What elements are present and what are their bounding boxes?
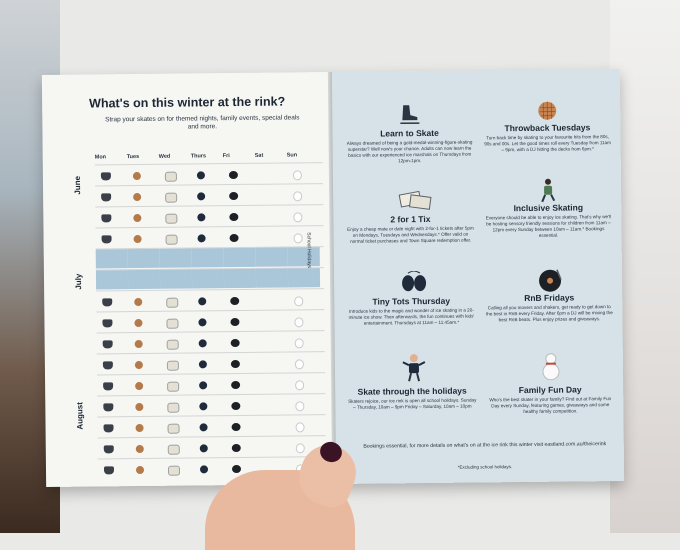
event-marker-icon bbox=[102, 235, 112, 243]
calendar-day-cell bbox=[193, 353, 225, 372]
calendar-day-cell bbox=[128, 249, 160, 268]
calendar-day-cell bbox=[225, 353, 257, 372]
event-title: Tiny Tots Thursday bbox=[346, 296, 476, 307]
day-header: Wed bbox=[159, 153, 191, 159]
calendar-week-row bbox=[96, 246, 324, 268]
mittens-icon bbox=[399, 271, 423, 293]
event-marker-icon bbox=[229, 192, 238, 200]
calendar-day-cell bbox=[98, 438, 130, 457]
calendar-day-cell bbox=[159, 164, 191, 183]
day-header: Fri bbox=[223, 153, 255, 159]
calendar-day-cell bbox=[127, 228, 159, 247]
calendar-week-row bbox=[95, 183, 323, 205]
calendar-day-cell bbox=[97, 417, 129, 436]
event-title: Learn to Skate bbox=[344, 128, 474, 139]
event-marker-icon bbox=[232, 444, 241, 452]
calendar-week-row bbox=[96, 309, 324, 331]
event-marker-icon bbox=[168, 424, 180, 434]
event-marker-icon bbox=[229, 213, 238, 221]
calendar-day-cell bbox=[160, 269, 192, 288]
event-marker-icon bbox=[166, 298, 178, 308]
event-marker-icon bbox=[231, 339, 240, 347]
calendar-day-cell bbox=[223, 185, 255, 204]
day-header: Thurs bbox=[191, 153, 223, 159]
calendar-day-cell bbox=[192, 290, 224, 309]
calendar-day-cell bbox=[289, 394, 321, 413]
event-marker-icon bbox=[296, 443, 305, 453]
day-header: Sun bbox=[287, 152, 319, 158]
calendar-day-cell bbox=[95, 165, 127, 184]
calendar-day-cell bbox=[191, 185, 223, 204]
calendar-day-cell bbox=[288, 310, 320, 329]
event-marker-icon bbox=[293, 212, 302, 222]
event-marker-icon bbox=[101, 172, 111, 180]
event-2-for-1-tix bbox=[345, 189, 476, 245]
event-title: Family Fun Day bbox=[485, 384, 615, 395]
calendar-day-cell bbox=[129, 396, 161, 415]
event-marker-icon bbox=[167, 382, 179, 392]
event-marker-icon bbox=[101, 193, 111, 201]
event-marker-icon bbox=[103, 361, 113, 369]
calendar-day-cell bbox=[193, 395, 225, 414]
calendar-day-cell bbox=[159, 227, 191, 246]
record-icon bbox=[537, 268, 561, 290]
event-title: Skate through the holidays bbox=[347, 385, 477, 396]
event-family-fun-day bbox=[485, 351, 616, 415]
skater-icon bbox=[536, 178, 560, 200]
calendar-day-cell bbox=[191, 206, 223, 225]
calendar bbox=[95, 152, 323, 154]
event-marker-icon bbox=[101, 214, 111, 222]
snowman-icon bbox=[538, 352, 562, 382]
calendar-day-cell bbox=[128, 270, 160, 289]
calendar-day-cell bbox=[129, 417, 161, 436]
calendar-day-cell bbox=[95, 186, 127, 205]
month-label: July bbox=[74, 274, 83, 290]
calendar-day-cell bbox=[98, 459, 130, 478]
calendar-day-cell bbox=[258, 436, 290, 455]
event-marker-icon bbox=[232, 465, 241, 473]
calendar-day-cell bbox=[289, 352, 321, 371]
event-marker-icon bbox=[103, 340, 113, 348]
calendar-day-cell bbox=[193, 374, 225, 393]
calendar-day-cell bbox=[257, 352, 289, 371]
event-marker-icon bbox=[197, 213, 205, 221]
event-text: Always dreamed of being a gold-medal-winning-figure-skating superstar? Well now's your chance. Adults can now learn the basics with our experienced ice marshals on Thursdays from 12pm-1pm. bbox=[345, 140, 475, 165]
calendar-day-cell bbox=[128, 291, 160, 310]
calendar-week-row bbox=[95, 162, 323, 184]
event-marker-icon bbox=[136, 424, 144, 432]
event-learn-to-skate bbox=[344, 103, 475, 165]
event-marker-icon bbox=[166, 235, 178, 245]
calendar-day-cell bbox=[96, 270, 128, 289]
event-marker-icon bbox=[295, 338, 304, 348]
calendar-day-cell bbox=[161, 374, 193, 393]
event-marker-icon bbox=[104, 466, 114, 474]
school-holidays-label: School Holidays bbox=[306, 232, 312, 268]
event-marker-icon bbox=[231, 360, 240, 368]
calendar-day-cell bbox=[95, 228, 127, 247]
calendar-day-cell bbox=[223, 206, 255, 225]
calendar-day-cell bbox=[257, 415, 289, 434]
event-marker-icon bbox=[136, 466, 144, 474]
event-marker-icon bbox=[134, 235, 142, 243]
calendar-week-row bbox=[96, 288, 324, 310]
calendar-day-cell bbox=[162, 458, 194, 477]
event-skate-holidays bbox=[347, 352, 478, 410]
event-marker-icon bbox=[199, 402, 207, 410]
calendar-day-cell bbox=[225, 416, 257, 435]
event-marker-icon bbox=[102, 298, 112, 306]
calendar-day-cell bbox=[127, 186, 159, 205]
event-marker-icon bbox=[230, 234, 239, 242]
calendar-day-cell bbox=[129, 333, 161, 352]
calendar-day-cell bbox=[129, 354, 161, 373]
calendar-day-cell bbox=[257, 331, 289, 350]
calendar-day-cell bbox=[287, 205, 319, 224]
event-marker-icon bbox=[134, 319, 142, 327]
calendar-week-row bbox=[97, 414, 325, 436]
event-marker-icon bbox=[166, 319, 178, 329]
calendar-day-cell bbox=[192, 269, 224, 288]
event-marker-icon bbox=[232, 423, 241, 431]
calendar-day-cell bbox=[225, 332, 257, 351]
calendar-day-cell bbox=[191, 164, 223, 183]
calendar-day-cell bbox=[160, 248, 192, 267]
calendar-day-cell bbox=[127, 165, 159, 184]
event-text: Introduce kids to the magic and wonder of ice skating in a 20-minute ice show. Then afterwards, the fun continues with kids' entertainment. Thursdays at 11am – 11:45am.* bbox=[346, 308, 476, 327]
calendar-week-row bbox=[97, 372, 325, 394]
event-marker-icon bbox=[167, 403, 179, 413]
calendar-day-cell bbox=[225, 395, 257, 414]
calendar-day-cell bbox=[127, 207, 159, 226]
calendar-day-cell bbox=[287, 184, 319, 203]
calendar-day-cell bbox=[256, 310, 288, 329]
footnote: *Excluding school holidays. bbox=[346, 463, 624, 471]
event-marker-icon bbox=[230, 318, 239, 326]
calendar-day-cell bbox=[97, 354, 129, 373]
calendar-day-cell bbox=[194, 458, 226, 477]
event-marker-icon bbox=[293, 170, 302, 180]
calendar-day-cell bbox=[161, 332, 193, 351]
event-marker-icon bbox=[104, 424, 114, 432]
calendar-day-cell bbox=[161, 395, 193, 414]
disco-ball-icon bbox=[535, 98, 559, 120]
calendar-day-cell bbox=[255, 226, 287, 245]
event-title: 2 for 1 Tix bbox=[345, 214, 475, 225]
event-marker-icon bbox=[200, 444, 208, 452]
event-marker-icon bbox=[134, 298, 142, 306]
calendar-day-cell bbox=[130, 459, 162, 478]
event-marker-icon bbox=[199, 360, 207, 368]
event-text: Everyone should be able to enjoy ice skating. That's why we'll be hosting sensory friendly sessions for children from 11am – 12pm every Sunday between 10am – 11am.* Bookings essential. bbox=[483, 214, 613, 239]
calendar-day-cell bbox=[194, 437, 226, 456]
event-marker-icon bbox=[102, 319, 112, 327]
event-marker-icon bbox=[133, 214, 141, 222]
calendar-day-cell bbox=[288, 247, 320, 266]
event-rnb-fridays bbox=[484, 267, 615, 323]
event-marker-icon bbox=[103, 403, 113, 411]
calendar-day-cell bbox=[289, 331, 321, 350]
event-marker-icon bbox=[133, 193, 141, 201]
calendar-day-cell bbox=[95, 207, 127, 226]
calendar-week-row bbox=[97, 330, 325, 352]
event-marker-icon bbox=[229, 171, 238, 179]
event-marker-icon bbox=[295, 380, 304, 390]
event-marker-icon bbox=[165, 193, 177, 203]
calendar-day-cell bbox=[193, 332, 225, 351]
event-text: Skaters rejoice, our ice rink is open all school holidays. Sunday – Thursday, 10am – 9pm Friday – Saturday, 10am – 10pm bbox=[347, 397, 477, 410]
event-marker-icon bbox=[165, 172, 177, 182]
calendar-day-cell bbox=[255, 205, 287, 224]
calendar-week-row bbox=[97, 393, 325, 415]
calendar-day-cell bbox=[288, 268, 320, 287]
event-marker-icon bbox=[199, 381, 207, 389]
event-marker-icon bbox=[104, 445, 114, 453]
event-marker-icon bbox=[135, 382, 143, 390]
event-throwback-tuesdays bbox=[482, 97, 613, 153]
calendar-day-cell bbox=[159, 185, 191, 204]
calendar-day-cell bbox=[193, 416, 225, 435]
calendar-day-cell bbox=[162, 437, 194, 456]
calendar-day-cell bbox=[224, 269, 256, 288]
calendar-day-cell bbox=[128, 312, 160, 331]
calendar-day-cell bbox=[287, 226, 319, 245]
events-page bbox=[332, 69, 624, 484]
event-marker-icon bbox=[197, 171, 205, 179]
booklet bbox=[42, 69, 624, 487]
calendar-day-cell bbox=[288, 289, 320, 308]
event-text: Calling all you movers and shakers, get ready to get down to the best in RnB every Friday. After 6pm a DJ will be mixing the best RnB beats. Plus enjoy prizes and giveaways. bbox=[484, 304, 614, 323]
page-subtitle: Strap your skates on for themed nights, family events, special deals and more. bbox=[102, 114, 302, 132]
event-marker-icon bbox=[231, 381, 240, 389]
event-marker-icon bbox=[198, 234, 206, 242]
event-marker-icon bbox=[135, 403, 143, 411]
event-marker-icon bbox=[200, 465, 208, 473]
calendar-day-cell bbox=[223, 227, 255, 246]
calendar-day-cell bbox=[223, 164, 255, 183]
calendar-day-cell bbox=[130, 438, 162, 457]
calendar-day-cell bbox=[160, 311, 192, 330]
day-header: Tues bbox=[127, 154, 159, 160]
calendar-day-cell bbox=[192, 311, 224, 330]
event-marker-icon bbox=[230, 297, 239, 305]
calendar-day-cell bbox=[97, 375, 129, 394]
event-marker-icon bbox=[136, 445, 144, 453]
event-title: RnB Fridays bbox=[484, 292, 614, 303]
calendar-week-row bbox=[95, 225, 323, 247]
event-text: Who's the best skater in your family? Find out at Family Fun Day every Sunday, featuring games, giveaways and some healthy family competition. bbox=[485, 396, 615, 415]
month-label: June bbox=[73, 176, 82, 195]
calendar-day-cell bbox=[224, 311, 256, 330]
calendar-day-cell bbox=[256, 289, 288, 308]
calendar-day-cell bbox=[161, 416, 193, 435]
event-marker-icon bbox=[296, 422, 305, 432]
booking-footer: Bookings essential, for more details on what's on at the ice rink this winter visit eastland.com.au/theicerink bbox=[346, 441, 624, 451]
calendar-day-cell bbox=[255, 163, 287, 182]
event-marker-icon bbox=[167, 340, 179, 350]
calendar-day-cell bbox=[224, 290, 256, 309]
event-marker-icon bbox=[165, 214, 177, 224]
calendar-day-cell bbox=[257, 394, 289, 413]
calendar-day-cell bbox=[224, 248, 256, 267]
calendar-day-cell bbox=[96, 291, 128, 310]
event-tiny-tots-thursday bbox=[346, 271, 477, 327]
calendar-week-row bbox=[95, 204, 323, 226]
calendar-day-cell bbox=[97, 333, 129, 352]
calendar-day-cell bbox=[256, 247, 288, 266]
event-text: Enjoy a cheap mate or date night with 2-for-1 tickets after 5pm on Mondays, Tuesdays and Wednesdays.* Offer valid on normal ticket purchases and Town Square redemption offer. bbox=[345, 226, 475, 245]
event-marker-icon bbox=[133, 172, 141, 180]
event-marker-icon bbox=[198, 318, 206, 326]
event-marker-icon bbox=[200, 423, 208, 431]
calendar-day-cell bbox=[96, 312, 128, 331]
event-marker-icon bbox=[168, 466, 180, 476]
calendar-day-cell bbox=[160, 290, 192, 309]
event-marker-icon bbox=[197, 192, 205, 200]
event-marker-icon bbox=[295, 359, 304, 369]
kid-skater-icon bbox=[400, 353, 424, 383]
day-header: Sat bbox=[255, 152, 287, 158]
calendar-page bbox=[42, 72, 336, 487]
calendar-day-cell bbox=[192, 248, 224, 267]
calendar-day-cell bbox=[257, 373, 289, 392]
calendar-day-cell bbox=[129, 375, 161, 394]
calendar-day-cell bbox=[255, 184, 287, 203]
event-marker-icon bbox=[294, 296, 303, 306]
calendar-day-cell bbox=[159, 206, 191, 225]
event-title: Inclusive Skating bbox=[483, 202, 613, 213]
calendar-day-cell bbox=[287, 163, 319, 182]
event-marker-icon bbox=[168, 445, 180, 455]
event-marker-icon bbox=[295, 401, 304, 411]
month-label: August bbox=[75, 402, 84, 430]
page-title: What's on this winter at the rink? bbox=[52, 94, 322, 111]
calendar-day-cell bbox=[225, 374, 257, 393]
event-marker-icon bbox=[167, 361, 179, 371]
event-text: Turn back time by skating to your favourite hits from the 80s, 90s and 00s. Let the good times roll every Tuesday from 11am – 9pm, with a DJ hitting the decks from 6pm.* bbox=[483, 134, 613, 153]
calendar-week-row bbox=[98, 435, 326, 457]
event-marker-icon bbox=[135, 361, 143, 369]
event-marker-icon bbox=[293, 191, 302, 201]
skate-icon bbox=[397, 103, 421, 125]
calendar-day-cell bbox=[161, 353, 193, 372]
event-inclusive-skating bbox=[483, 177, 614, 239]
event-marker-icon bbox=[231, 402, 240, 410]
calendar-day-cell bbox=[96, 249, 128, 268]
event-marker-icon bbox=[103, 382, 113, 390]
calendar-day-cell bbox=[289, 373, 321, 392]
event-marker-icon bbox=[294, 317, 303, 327]
calendar-week-row bbox=[97, 351, 325, 373]
event-marker-icon bbox=[294, 233, 303, 243]
event-title: Throwback Tuesdays bbox=[482, 122, 612, 133]
calendar-week-row bbox=[96, 267, 324, 289]
calendar-day-cell bbox=[289, 415, 321, 434]
calendar-day-cell bbox=[226, 437, 258, 456]
event-marker-icon bbox=[199, 339, 207, 347]
calendar-day-cell bbox=[97, 396, 129, 415]
event-marker-icon bbox=[135, 340, 143, 348]
calendar-day-cell bbox=[256, 268, 288, 287]
event-marker-icon bbox=[198, 297, 206, 305]
ticket-icon bbox=[398, 189, 422, 211]
calendar-day-cell bbox=[191, 227, 223, 246]
day-header: Mon bbox=[95, 154, 127, 160]
